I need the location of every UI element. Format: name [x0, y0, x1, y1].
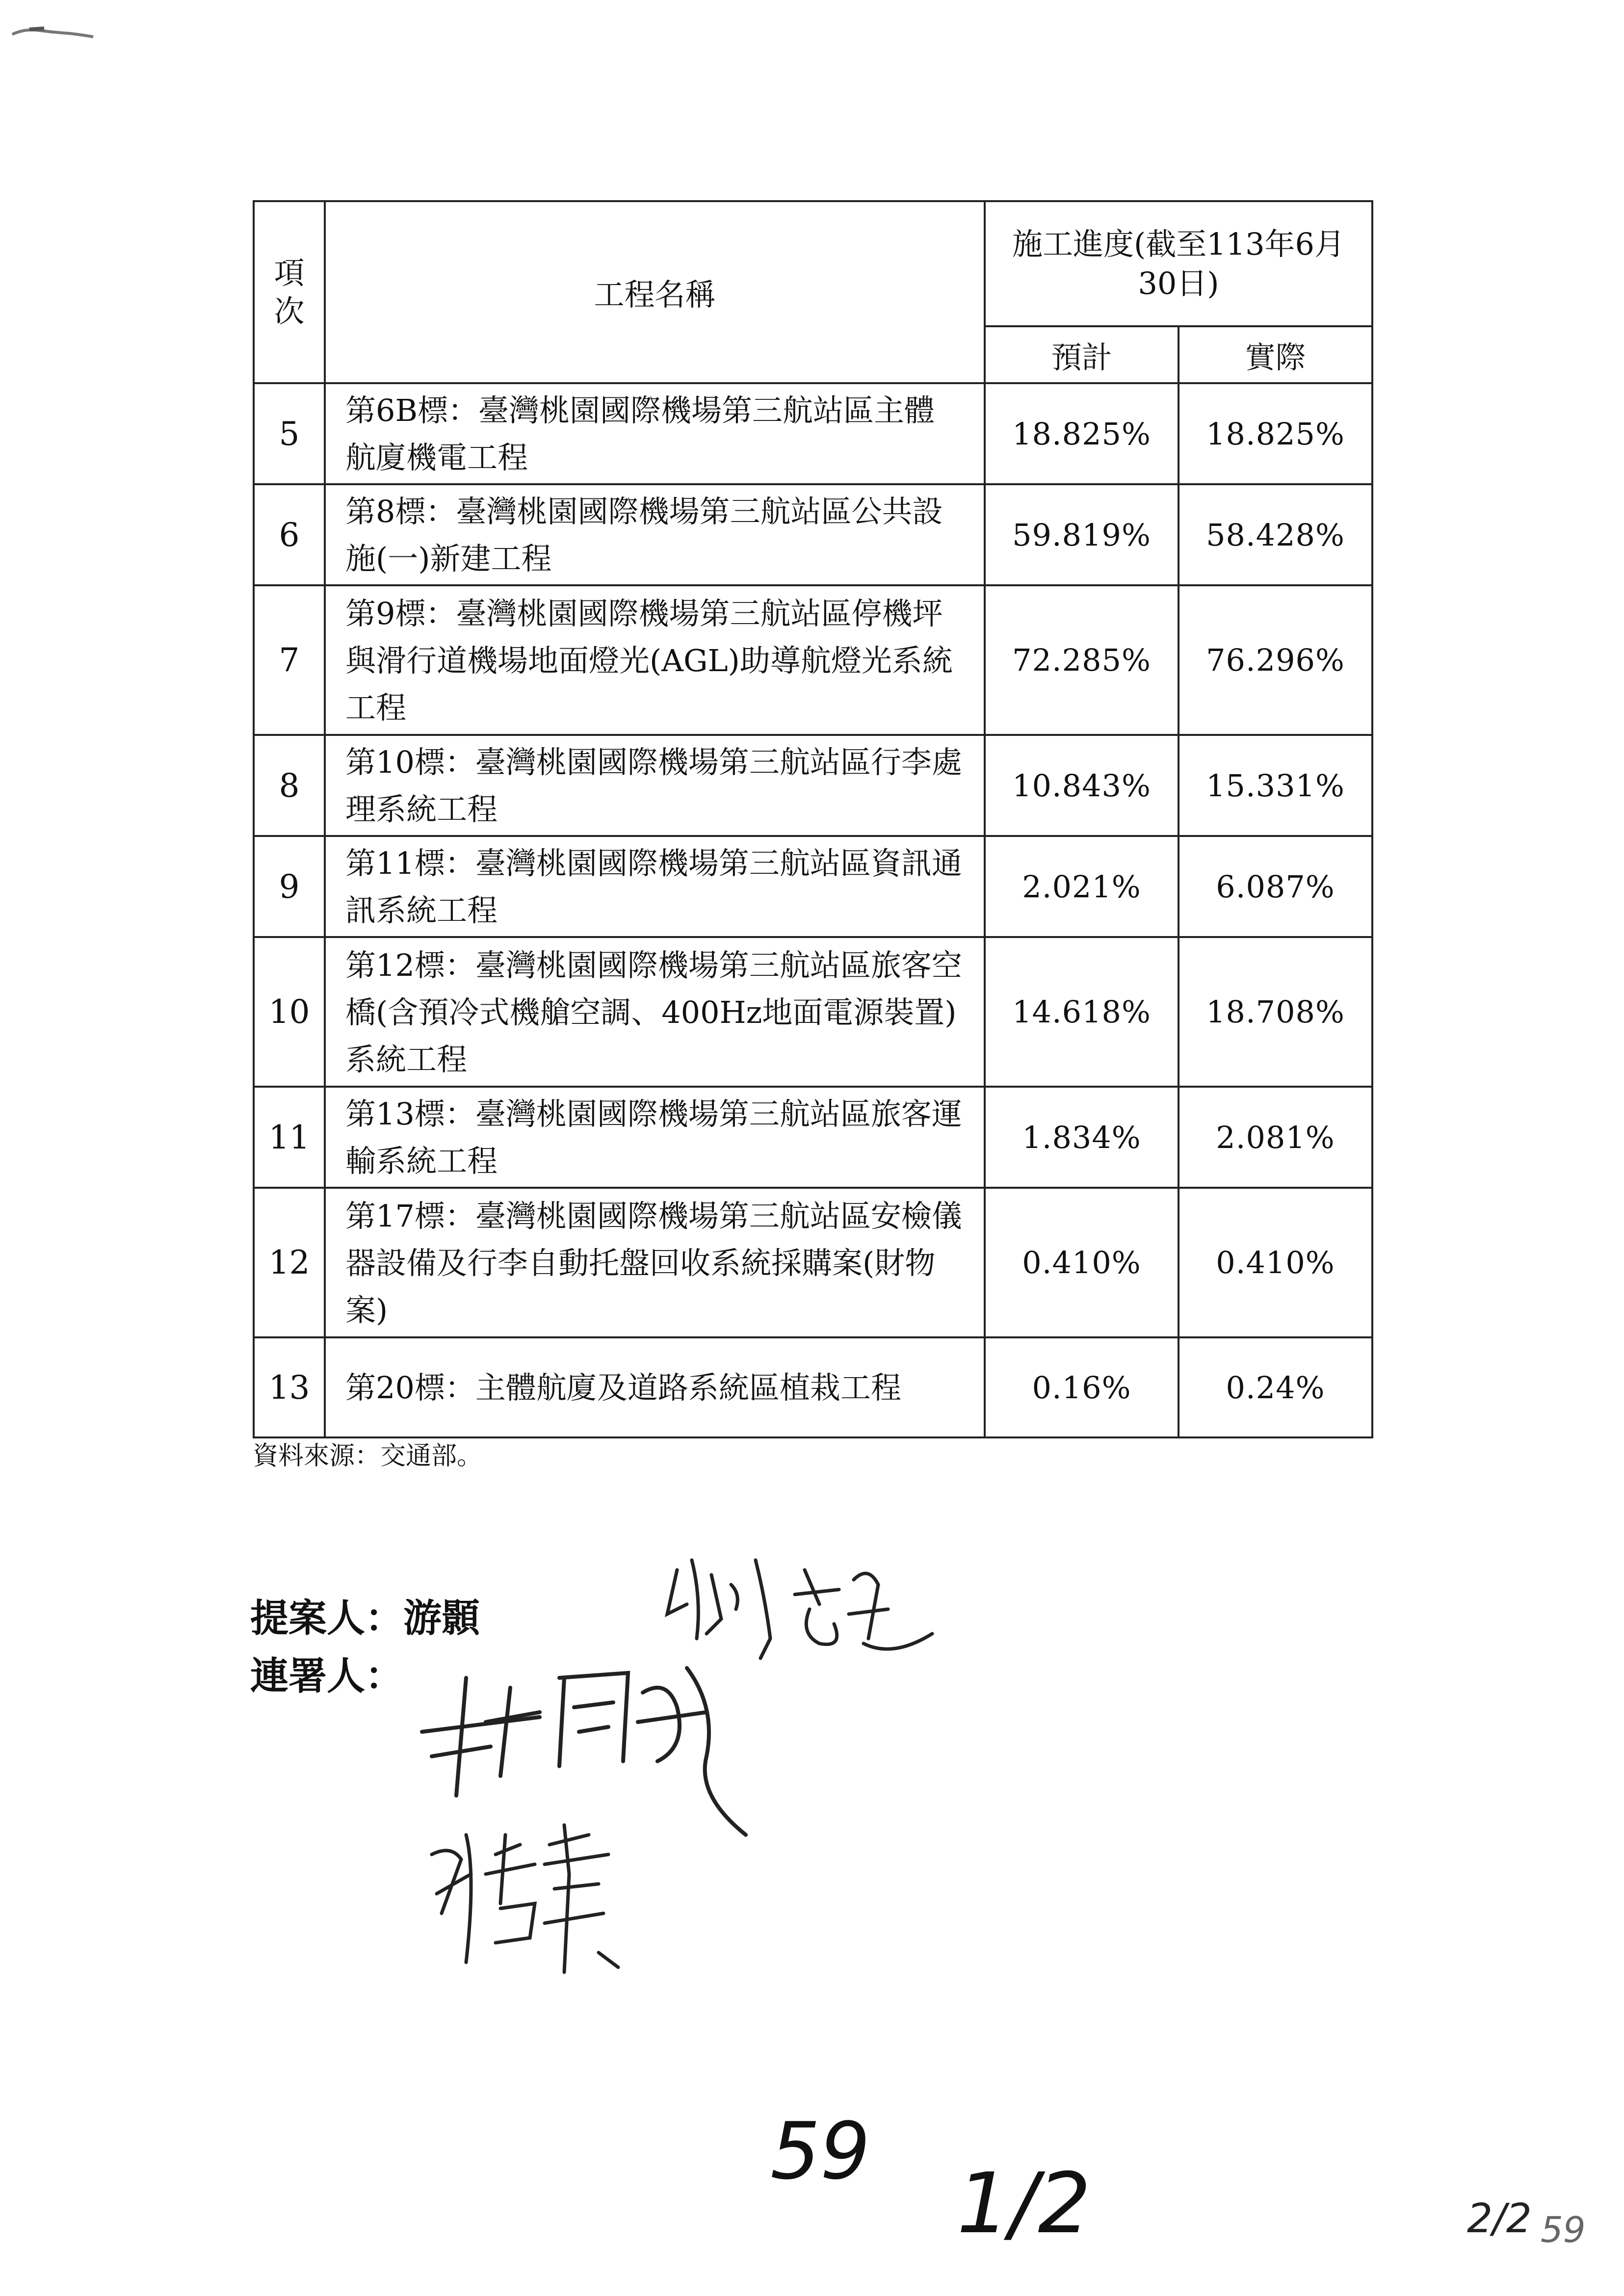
table-row — [254, 735, 1372, 836]
row-index: 6 — [254, 484, 325, 585]
row-actual: 18.825% — [1179, 383, 1372, 484]
table-row — [254, 1188, 1372, 1337]
svg-text:1/2: 1/2 — [957, 2155, 1091, 2252]
row-project-name: 第6B標：臺灣桃園國際機場第三航站區主體航廈機電工程 — [325, 383, 985, 484]
proposer-line: 提案人：游顥 — [250, 1596, 480, 1641]
row-actual: 2.081% — [1179, 1087, 1372, 1188]
row-planned: 18.825% — [985, 383, 1179, 484]
row-planned: 0.16% — [985, 1337, 1179, 1437]
row-project-name: 第11標：臺灣桃園國際機場第三航站區資訊通訊系統工程 — [325, 836, 985, 937]
row-index: 9 — [254, 836, 325, 937]
row-planned: 72.285% — [985, 585, 1179, 735]
header-planned: 預計 — [985, 326, 1179, 383]
header-index: 項次 — [254, 201, 325, 383]
row-actual: 15.331% — [1179, 735, 1372, 836]
row-project-name: 第9標：臺灣桃園國際機場第三航站區停機坪與滑行道機場地面燈光(AGL)助導航燈光系統工程 — [325, 585, 985, 735]
cosigners-label: 連署人： — [250, 1654, 404, 1698]
source-note: 資料來源：交通部。 — [253, 1441, 483, 1471]
table-row — [254, 484, 1372, 585]
table-row — [254, 585, 1372, 735]
row-planned: 10.843% — [985, 735, 1179, 836]
row-actual: 76.296% — [1179, 585, 1372, 735]
row-actual: 58.428% — [1179, 484, 1372, 585]
row-project-name: 第12標：臺灣桃園國際機場第三航站區旅客空橋(含預冷式機艙空調、400Hz地面電源裝置)系統工程 — [325, 937, 985, 1087]
row-index: 11 — [254, 1087, 325, 1188]
header-actual: 實際 — [1179, 326, 1372, 383]
row-project-name: 第8標：臺灣桃園國際機場第三航站區公共設施(一)新建工程 — [325, 484, 985, 585]
svg-text:2/2: 2/2 — [1467, 2195, 1532, 2242]
row-project-name: 第17標：臺灣桃園國際機場第三航站區安檢儀器設備及行李自動托盤回收系統採購案(財物案) — [325, 1188, 985, 1337]
scan-smudge-mark — [10, 15, 98, 44]
row-planned: 59.819% — [985, 484, 1179, 585]
svg-text:59: 59 — [770, 2105, 870, 2197]
row-actual: 0.24% — [1179, 1337, 1372, 1437]
header-progress: 施工進度(截至113年6月30日) — [985, 201, 1372, 326]
svg-text:59: 59 — [1541, 2209, 1586, 2250]
row-planned: 14.618% — [985, 937, 1179, 1087]
construction-progress-table — [253, 200, 1373, 1438]
row-planned: 1.834% — [985, 1087, 1179, 1188]
row-index: 12 — [254, 1188, 325, 1337]
row-index: 13 — [254, 1337, 325, 1437]
row-index: 10 — [254, 937, 325, 1087]
header-project-name: 工程名稱 — [325, 201, 985, 383]
row-project-name: 第10標：臺灣桃園國際機場第三航站區行李處理系統工程 — [325, 735, 985, 836]
row-index: 5 — [254, 383, 325, 484]
table-header-row — [254, 201, 1372, 326]
table-row — [254, 1087, 1372, 1188]
table-row — [254, 937, 1372, 1087]
row-index: 7 — [254, 585, 325, 735]
table-row — [254, 836, 1372, 937]
signature-qiu — [422, 1815, 657, 2002]
row-planned: 0.410% — [985, 1188, 1179, 1337]
row-index: 8 — [254, 735, 325, 836]
handwritten-page-number — [765, 2105, 873, 2203]
table-row — [254, 383, 1372, 484]
row-actual: 18.708% — [1179, 937, 1372, 1087]
corner-page-mark — [1467, 2188, 1624, 2257]
row-project-name: 第13標：臺灣桃園國際機場第三航站區旅客運輸系統工程 — [325, 1087, 985, 1188]
table-row — [254, 1337, 1372, 1437]
row-actual: 6.087% — [1179, 836, 1372, 937]
handwritten-fraction — [952, 2144, 1091, 2262]
row-planned: 2.021% — [985, 836, 1179, 937]
row-project-name: 第20標：主體航廈及道路系統區植栽工程 — [325, 1337, 985, 1437]
row-actual: 0.410% — [1179, 1188, 1372, 1337]
